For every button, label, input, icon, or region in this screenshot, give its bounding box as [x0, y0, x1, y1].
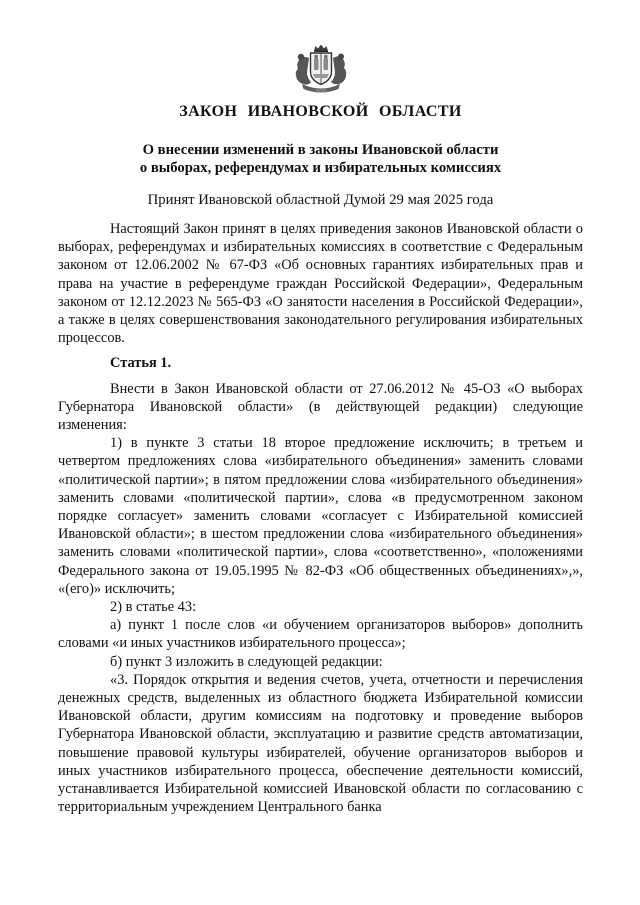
adoption-statement: Принят Ивановской областной Думой 29 мая 2025 года — [147, 191, 494, 208]
amendment-item-2a: а) пункт 1 после слов «и обучением организаторов выборов» дополнить словами «и иных участников избирательного процесса»; — [58, 617, 583, 652]
document-content — [58, 44, 583, 816]
amendment-item-1: 1) в пункте 3 статьи 18 второе предложение исключить; в третьем и четвертом предложениях слова «избирательного объединения» заменить словами «политической партии»; в пятом предложении слова «избирательного объединения» заменить словами «политической партии», слова «в предусмотренном законом порядке согласует» заменить словами «согласует с Избирательной комиссией Ивановской области»; в шестом предложении слова «избирательного объединения» заменить словами «политической партии», слова «соответственно», «положениями Федерального закона от 19.05.1995 № 82-ФЗ «Об общественных объединениях»,», «(его)» исключить; — [58, 435, 583, 597]
emblem-container — [58, 44, 583, 94]
document-subtitle — [58, 141, 583, 178]
article-1-heading: Статья 1. — [110, 355, 172, 372]
coat-of-arms-icon — [293, 81, 349, 98]
intro-paragraph: Настоящий Закон принят в целях приведения законов Ивановской области о выборах, референдумах и избирательных комиссиях в соответствие с Федеральным законом от 12.06.2002 № 67-ФЗ «Об основных гарантиях избирательных прав и права на участие в референдуме граждан Российской Федерации», Федеральным законом от 12.12.2023 № 565-ФЗ «О занятости населения в Российской Федерации», а также в целях совершенствования законодательного регулирования избирательных процессов. — [58, 220, 583, 347]
subtitle-line-1: О внесении изменений в законы Ивановской области — [142, 142, 499, 158]
quoted-clause-3-paragraph: «3. Порядок открытия и ведения счетов, учета, отчетности и перечисления денежных средств, выделенных из областного бюджета Избирательной комиссии Ивановской области, другим комиссиям на подготовку и проведение выборов Губернатора Ивановской области, эксплуатацию и развитие средств автоматизации, повышение правовой культуры избирателей, обучение организаторов выборов и иных участников избирательного процесса, обеспечение деятельности комиссий, устанавливается Избирательной комиссией Ивановской области по согласованию с территориальным учреждением Центрального банка — [58, 671, 583, 816]
amendment-item-2b: б) пункт 3 изложить в следующей редакции: — [110, 653, 383, 670]
subtitle-line-2: о выборах, референдумах и избирательных комиссиях — [139, 160, 502, 177]
article-1-lead-paragraph: Внести в Закон Ивановской области от 27.06.2012 № 45-ОЗ «О выборах Губернатора Ивановской области» (в действующей редакции) следующие изменения: — [58, 380, 583, 433]
amendment-item-2: 2) в статье 43: — [110, 598, 197, 615]
document-title: ЗАКОН ИВАНОВСКОЙ ОБЛАСТИ — [179, 103, 462, 120]
document-body — [58, 220, 583, 817]
